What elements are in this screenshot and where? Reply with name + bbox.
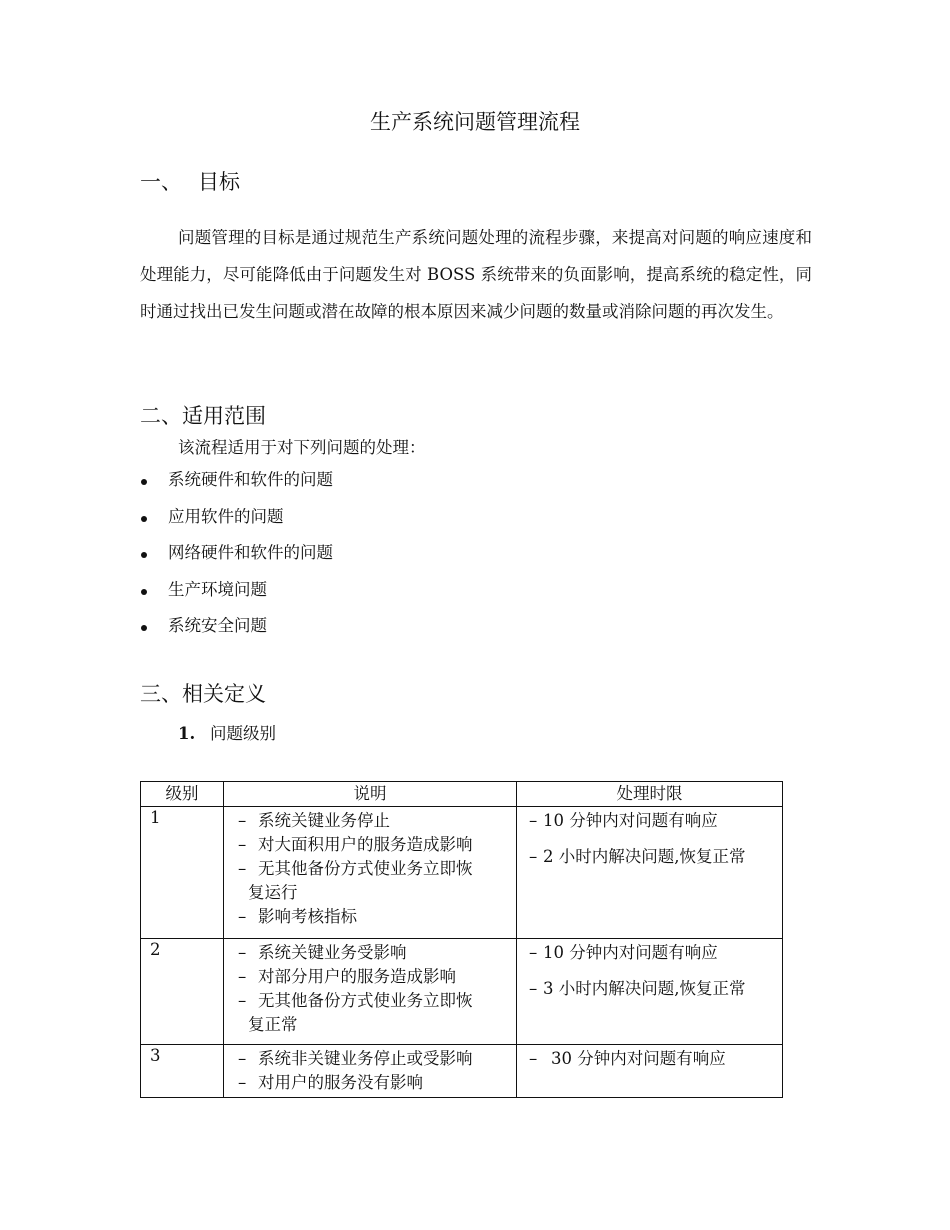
description-cell: – 系统关键业务受影响 – 对部分用户的服务造成影响 – 无其他备份方式使业务立即恢 复正常 xyxy=(224,939,517,1045)
page-title: 生产系统问题管理流程 xyxy=(370,110,580,134)
table-row xyxy=(141,939,783,1045)
bullet-icon xyxy=(141,552,147,558)
time-limit-cell: – 10 分钟内对问题有响应 – 2 小时内解决问题,恢复正常 xyxy=(517,807,783,939)
bullet-icon xyxy=(141,589,147,595)
list-item: 网络硬件和软件的问题 xyxy=(140,535,333,572)
time-limit-cell: – 30 分钟内对问题有响应 xyxy=(517,1045,783,1098)
subsection-number: 1. xyxy=(178,724,196,743)
table-row xyxy=(141,807,783,939)
bullet-icon xyxy=(141,479,147,485)
level-cell: 1 xyxy=(141,807,224,939)
list-item: 系统安全问题 xyxy=(140,608,333,645)
section-1-number: 一、 xyxy=(140,170,182,194)
level-cell: 3 xyxy=(141,1045,224,1098)
section-1-title: 目标 xyxy=(198,170,240,194)
header-time-limit: 处理时限 xyxy=(517,782,783,807)
time-limit-cell: – 10 分钟内对问题有响应 – 3 小时内解决问题,恢复正常 xyxy=(517,939,783,1045)
list-item: 系统硬件和软件的问题 xyxy=(140,462,333,499)
section-2-heading: 二、适用范围 xyxy=(140,404,266,428)
header-level: 级别 xyxy=(141,782,224,807)
table-header-row xyxy=(141,782,783,807)
list-item: 生产环境问题 xyxy=(140,572,333,609)
bullet-icon xyxy=(141,625,147,631)
list-item: 应用软件的问题 xyxy=(140,499,333,536)
level-cell: 2 xyxy=(141,939,224,1045)
bullet-icon xyxy=(141,516,147,522)
section-1-paragraph: 问题管理的目标是通过规范生产系统问题处理的流程步骤，来提高对问题的响应速度和处理能力，尽可能降低由于问题发生对 BOSS 系统带来的负面影响，提高系统的稳定性，同时通过找出已发生问题或潜在故障的根本原因来减少问题的数量或消除问题的再次发生。 xyxy=(140,228,812,321)
problem-level-table xyxy=(140,781,783,1098)
table-row xyxy=(141,1045,783,1098)
scope-list xyxy=(140,462,333,645)
section-2-intro: 该流程适用于对下列问题的处理： xyxy=(178,438,426,457)
section-1-heading xyxy=(140,166,240,196)
subsection-title: 问题级别 xyxy=(210,724,276,743)
description-cell: – 系统关键业务停止 – 对大面积用户的服务造成影响 – 无其他备份方式使业务立即恢 复运行 – 影响考核指标 xyxy=(224,807,517,939)
section-3-heading: 三、相关定义 xyxy=(140,682,266,706)
header-description: 说明 xyxy=(224,782,517,807)
description-cell: – 系统非关键业务停止或受影响 – 对用户的服务没有影响 xyxy=(224,1045,517,1098)
subsection-heading xyxy=(178,720,276,744)
